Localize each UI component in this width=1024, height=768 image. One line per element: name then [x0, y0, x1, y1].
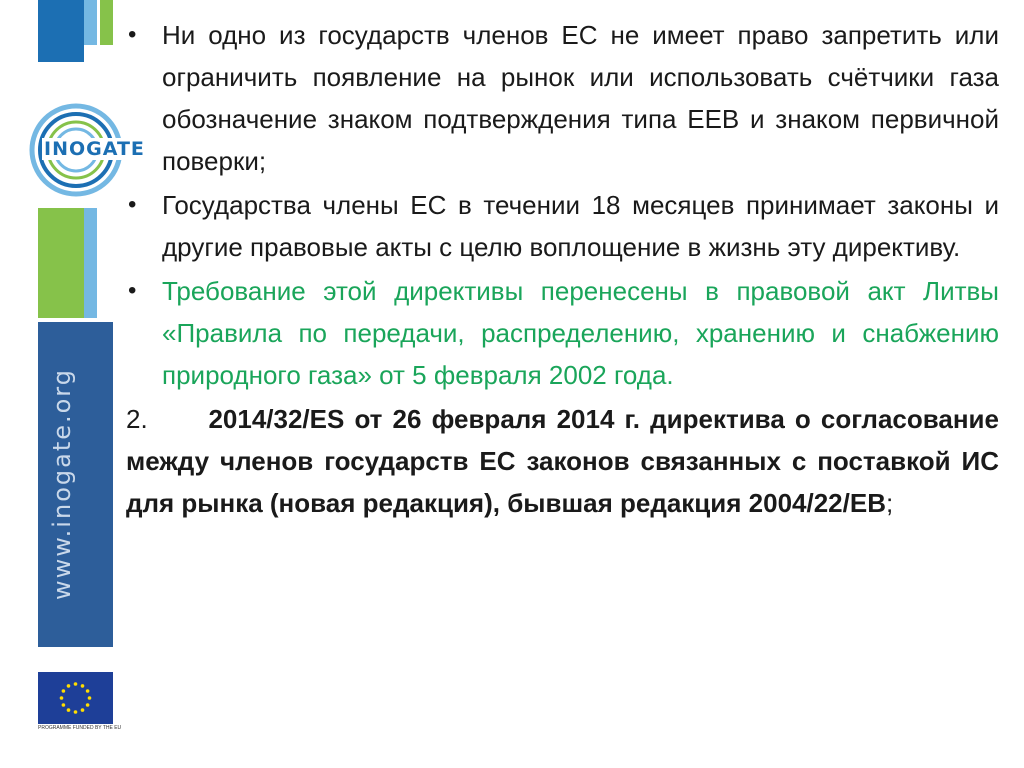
eu-caption: PROGRAMME FUNDED BY THE EU — [38, 725, 122, 731]
bullet-text: Государства члены ЕС в течении 18 месяцев принимает законы и другие правовые акты с целю воплощение в жизнь эту директиву. — [162, 190, 999, 262]
slide-content — [126, 14, 999, 524]
decor-block-blue — [38, 0, 84, 62]
logo-text: INOGATE — [44, 138, 145, 160]
eu-flag-icon — [38, 672, 113, 724]
bullet-item-highlighted — [126, 270, 999, 396]
website-text: www.inogate.org — [48, 368, 76, 600]
decor-strip-lightblue-2 — [84, 208, 97, 318]
decor-block-green — [38, 208, 84, 318]
paragraph-number: 2. — [126, 404, 148, 434]
decor-strip-lightblue — [84, 0, 97, 45]
numbered-paragraph — [126, 398, 999, 524]
bullet-marker: • — [128, 191, 137, 218]
bullet-item — [126, 184, 999, 268]
paragraph-suffix: ; — [885, 488, 894, 518]
decor-strip-green — [100, 0, 113, 45]
bullet-marker: • — [128, 21, 137, 48]
bullet-text: Ни одно из государств членов ЕС не имеет право запретить или ограничить появление на рынок или использовать счётчики газа обозначение знаком подтверждения типа ЕЕВ и знаком первичной поверки; — [162, 20, 999, 176]
directive-title: 2014/32/ES от 26 февраля 2014 г. директива о согласование между членов государств ЕС законов связанных с поставкой ИС для рынка (новая редакция), бывшая редакция 2004/22/ЕВ — [126, 404, 1000, 518]
bullet-text: Требование этой директивы перенесены в правовой акт Литвы «Правила по передачи, распределению, хранению и снабжению природного газа» от 5 февраля 2002 года. — [162, 276, 999, 390]
bullet-marker: • — [128, 277, 137, 304]
bullet-item — [126, 14, 999, 182]
